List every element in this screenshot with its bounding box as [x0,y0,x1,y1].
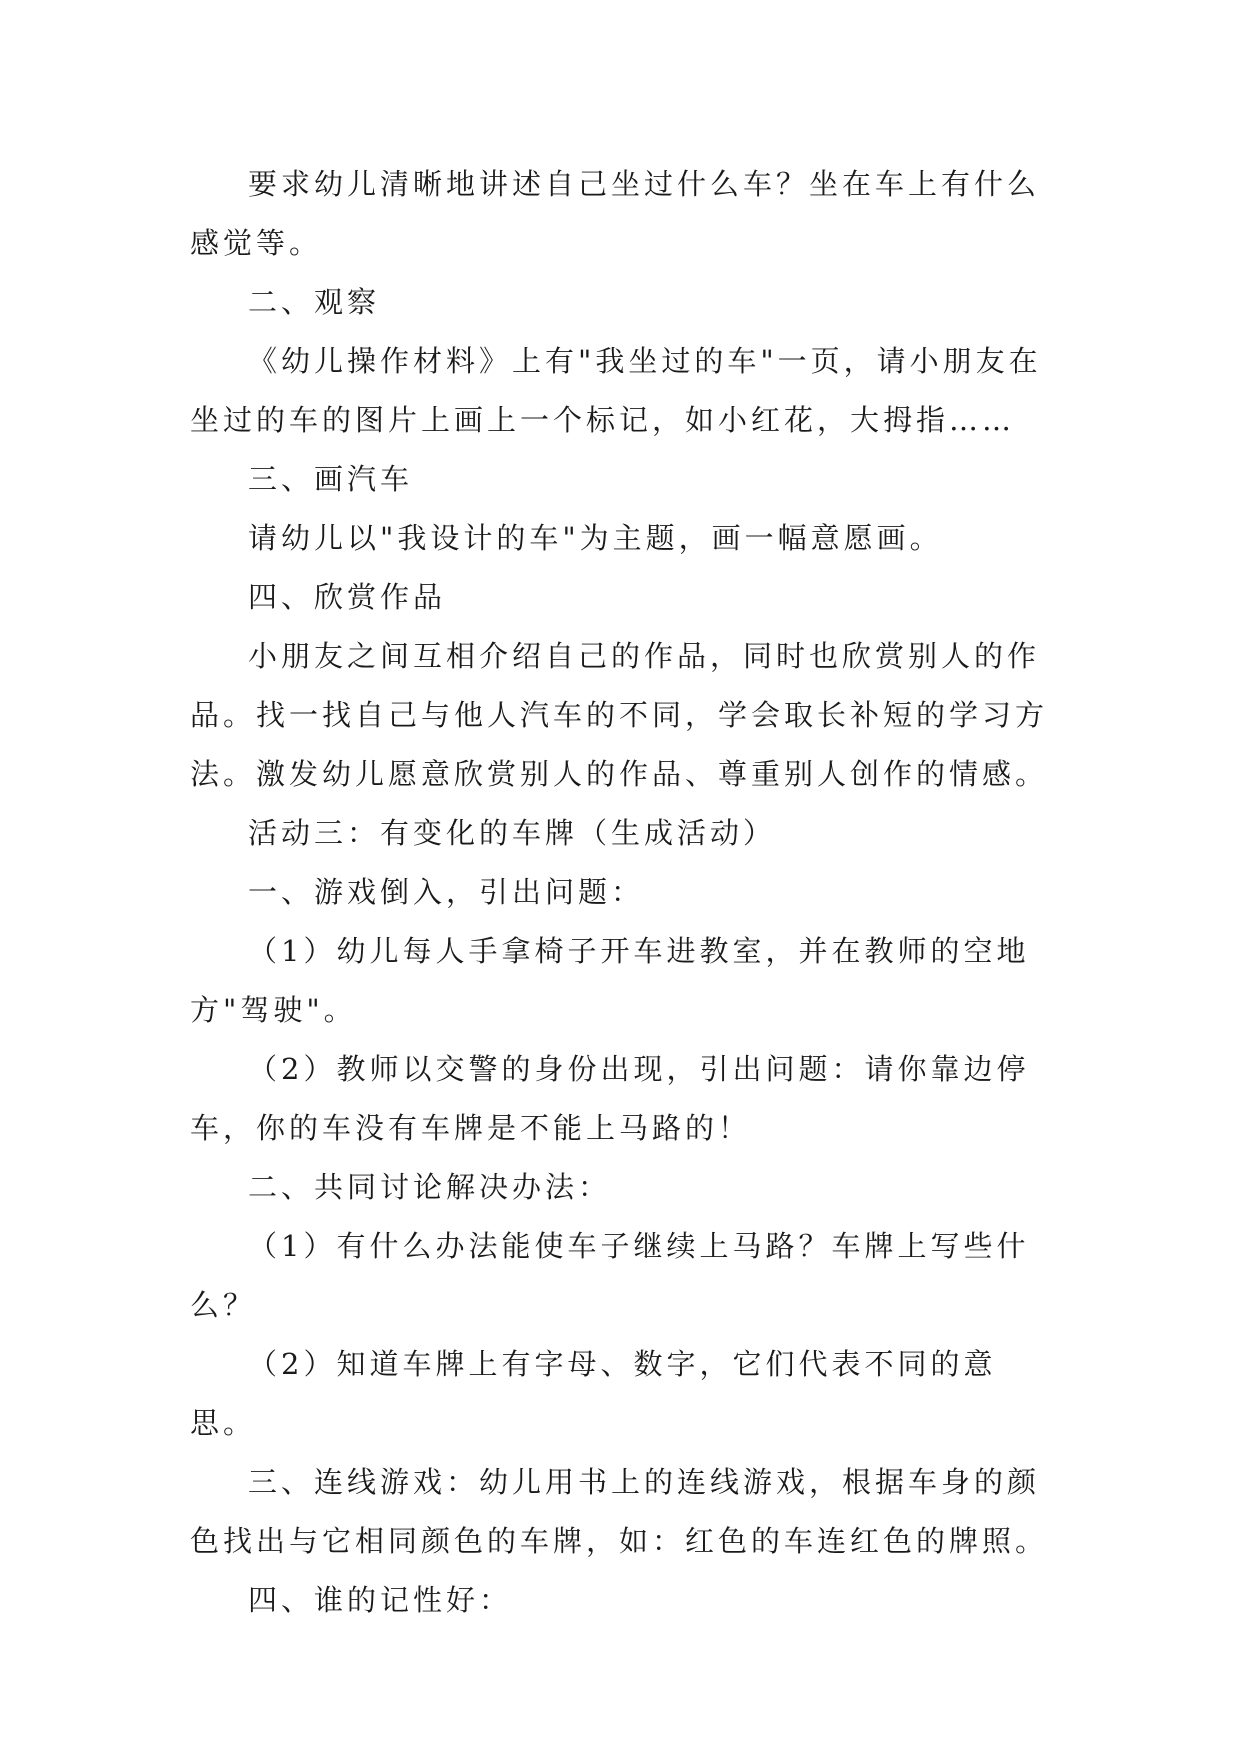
heading-memory: 四、谁的记性好： [248,1583,513,1617]
paragraph-step-2a: （2）教师以交警的身份出现，引出问题：请你靠边停车，你的车没有车牌是不能上马路的！ [190,1052,1030,1145]
heading-game-intro: 一、游戏倒入，引出问题： [248,875,645,909]
paragraph-design-car: 请幼儿以"我设计的车"为主题，画一幅意愿画。 [248,521,943,555]
paragraph-appreciate: 小朋友之间互相介绍自己的作品，同时也欣赏别人的作品。找一找自己与他人汽车的不同，学会取长补短的学习方法。激发幼儿愿意欣赏别人的作品、尊重别人创作的情感。 [190,639,1049,791]
heading-appreciate: 四、欣赏作品 [248,580,447,614]
paragraph-step-1b: （1）有什么办法能使车子继续上马路？车牌上写些什么？ [190,1229,1030,1322]
paragraph-materials: 《幼儿操作材料》上有"我坐过的车"一页，请小朋友在坐过的车的图片上画上一个标记，如小红花，大拇指…… [190,344,1042,437]
paragraph-step-1a: （1）幼儿每人手拿椅子开车进教室，并在教师的空地方"驾驶"。 [190,934,1030,1027]
heading-discussion: 二、共同讨论解决办法： [248,1170,612,1204]
heading-activity-three: 活动三：有变化的车牌（生成活动） [248,816,777,850]
paragraph-matching-game: 三、连线游戏：幼儿用书上的连线游戏，根据车身的颜色找出与它相同颜色的车牌，如：红色的车连红色的牌照。 [190,1465,1049,1558]
paragraph-requirement: 要求幼儿清晰地讲述自己坐过什么车？坐在车上有什么感觉等。 [190,167,1041,260]
heading-observe: 二、观察 [248,285,381,319]
document-body [190,155,1060,1630]
heading-draw-car: 三、画汽车 [248,462,414,496]
paragraph-step-2b: （2）知道车牌上有字母、数字，它们代表不同的意思。 [190,1347,997,1440]
